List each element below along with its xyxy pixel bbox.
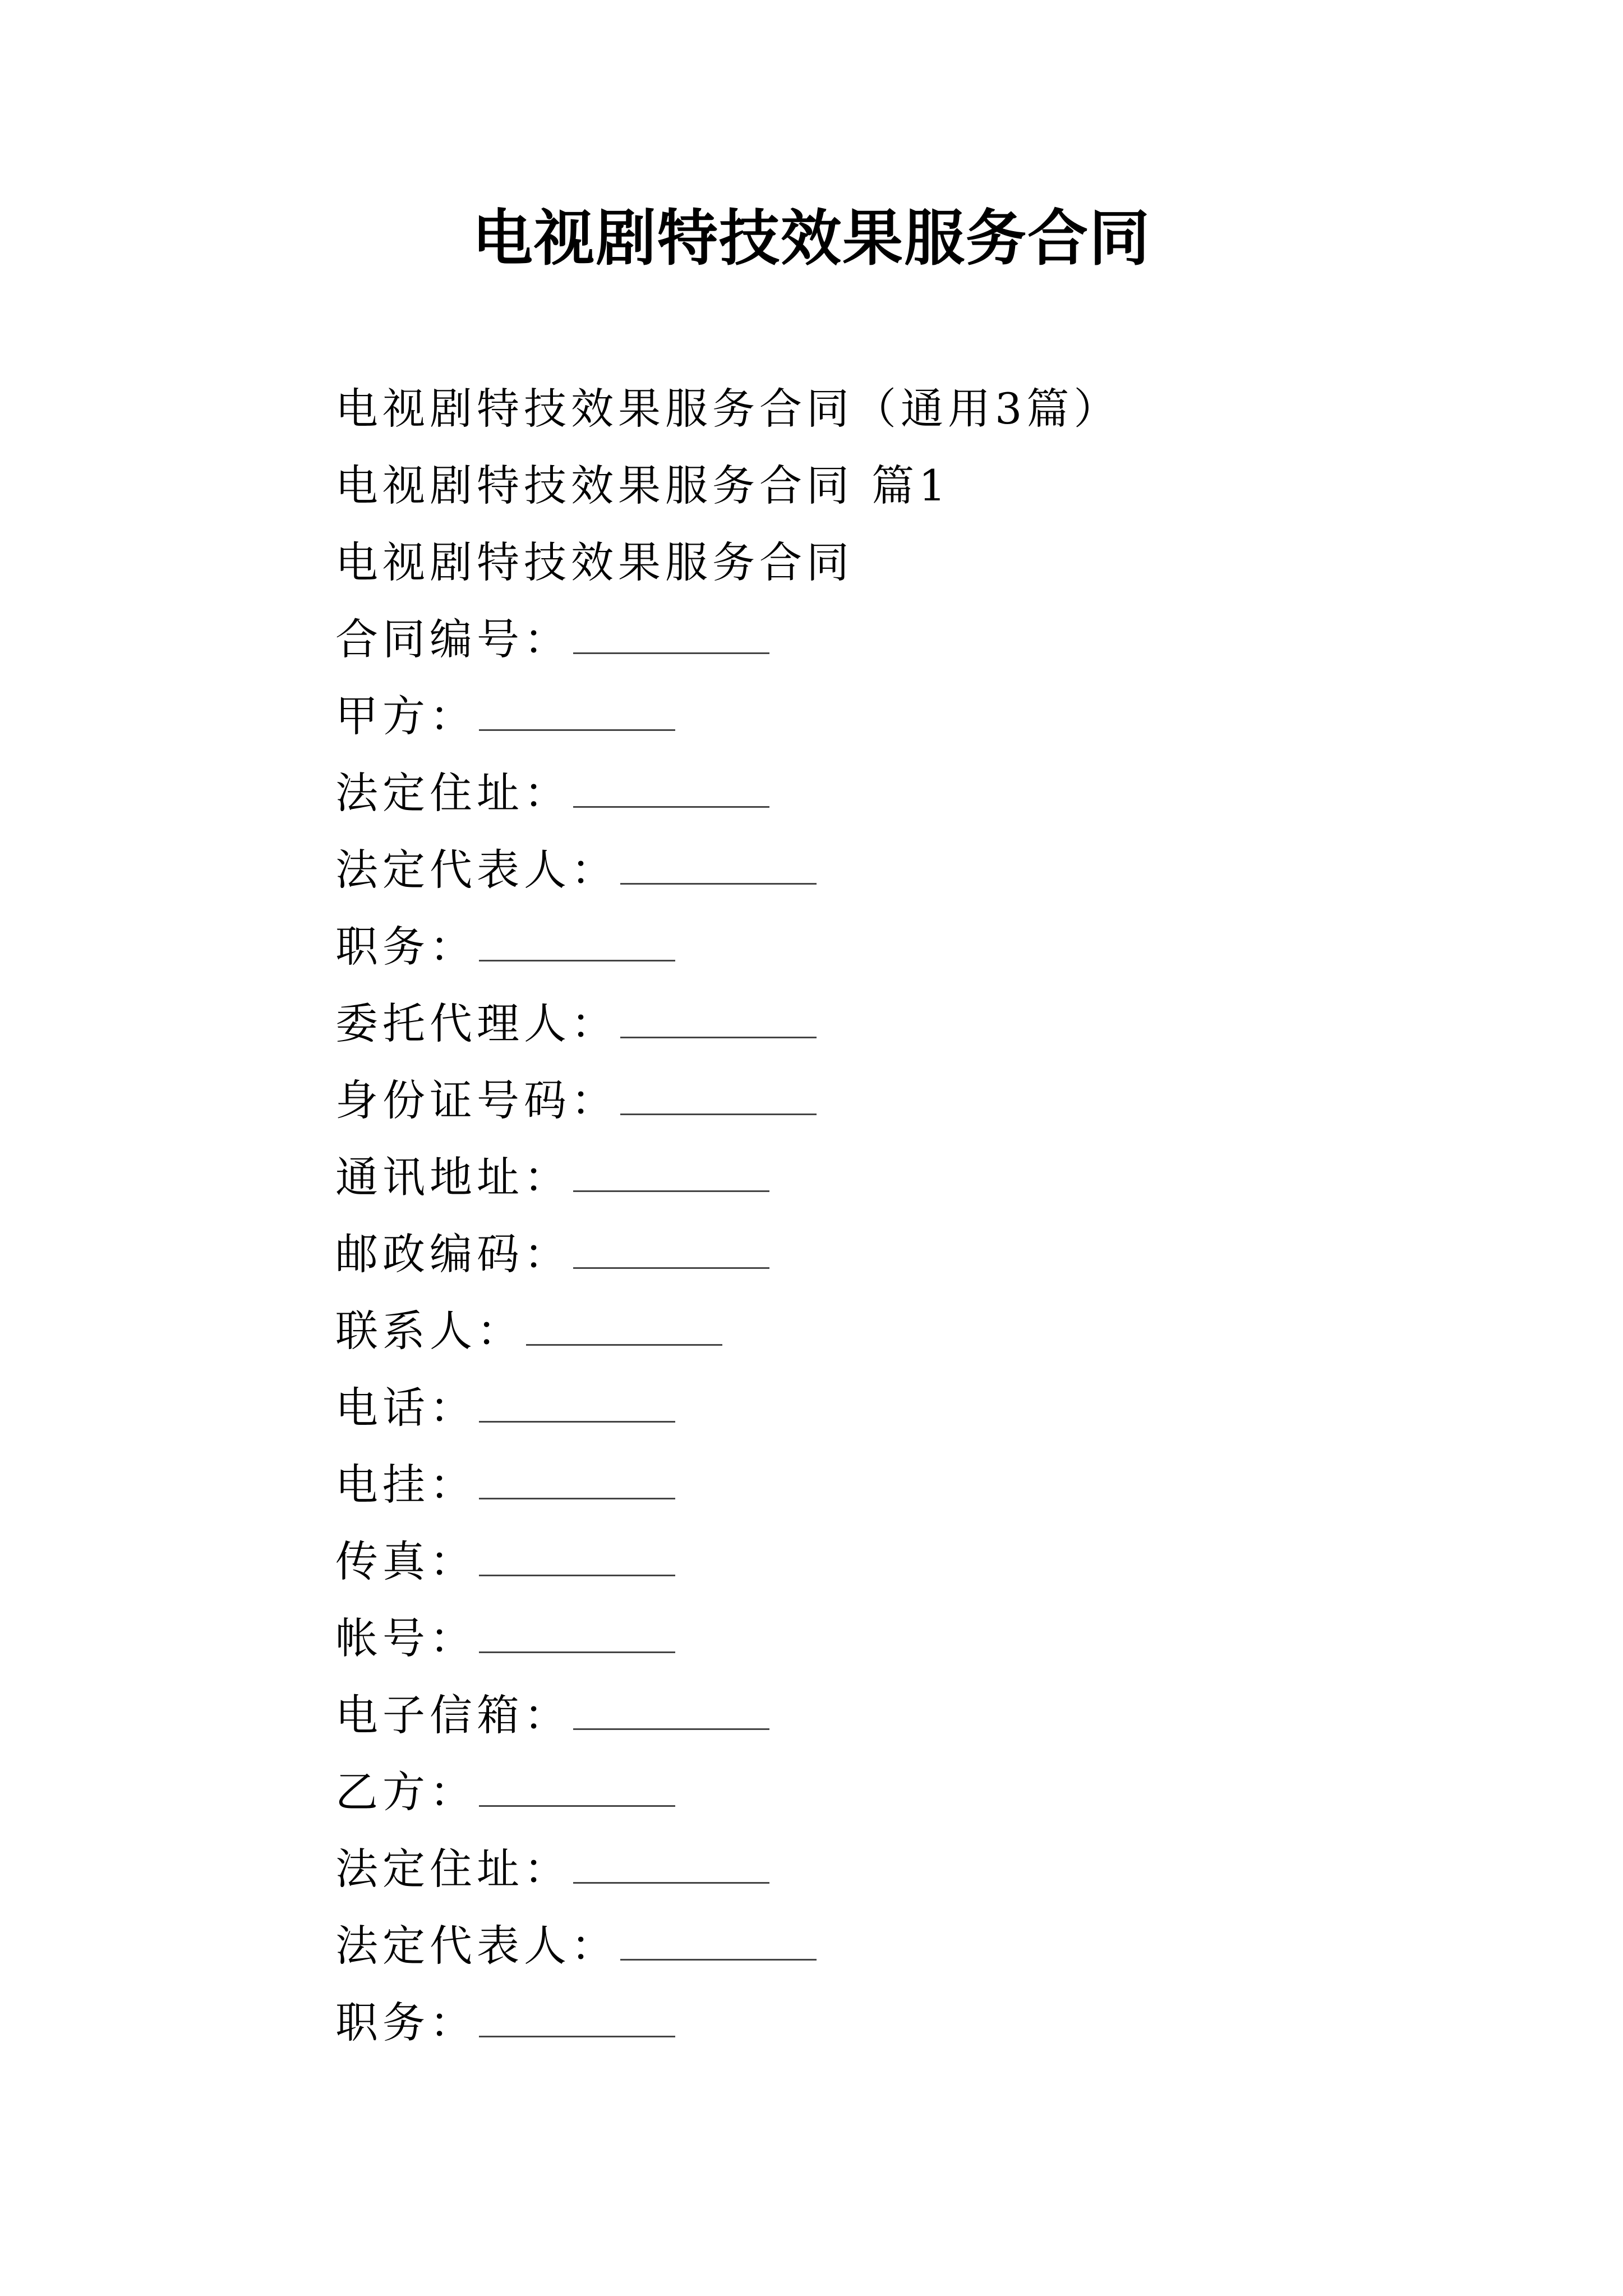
fill-in-blank: [573, 1847, 769, 1884]
field-label: 职务：: [335, 1998, 477, 2047]
field-label: 甲方：: [335, 691, 477, 741]
fill-in-blank: [479, 1540, 675, 1576]
field-label: 法定代表人：: [335, 1921, 618, 1971]
fill-in-blank: [573, 1232, 769, 1269]
fill-in-blank: [573, 771, 769, 808]
field-label: 传真：: [335, 1536, 477, 1586]
field-id-number: [335, 1062, 1513, 1139]
field-phone: [335, 1369, 1513, 1446]
document-subtitle: 电视剧特技效果服务合同（通用3篇）: [335, 384, 1121, 434]
field-label: 邮政编码：: [335, 1229, 571, 1279]
field-party-b: [335, 1754, 1513, 1830]
fill-in-blank: [479, 694, 675, 731]
field-party-b-legal-rep: [335, 1907, 1513, 1984]
field-party-b-address: [335, 1830, 1513, 1907]
field-mailing-address: [335, 1139, 1513, 1216]
field-label: 职务：: [335, 922, 477, 972]
field-label: 法定代表人：: [335, 845, 618, 895]
fill-in-blank: [620, 848, 817, 885]
field-telegraph: [335, 1446, 1513, 1523]
fill-in-blank: [620, 1002, 817, 1038]
field-party-b-position: [335, 1984, 1513, 2061]
contract-name: 电视剧特技效果服务合同: [335, 537, 854, 587]
document-body: [335, 370, 1513, 2061]
field-label: 电子信箱：: [335, 1690, 571, 1740]
fill-in-blank: [479, 1770, 675, 1807]
fill-in-blank: [620, 1924, 817, 1961]
field-label: 电挂：: [335, 1460, 477, 1510]
field-party-a-address: [335, 754, 1513, 831]
field-party-a-legal-rep: [335, 831, 1513, 908]
fill-in-blank: [620, 1079, 817, 1115]
fill-in-blank: [479, 1463, 675, 1499]
field-contact-person: [335, 1292, 1513, 1369]
field-party-a: [335, 678, 1513, 754]
part-heading: 电视剧特技效果服务合同 篇1: [335, 461, 951, 510]
field-label: 联系人：: [335, 1306, 524, 1356]
fill-in-blank: [479, 1617, 675, 1653]
field-label: 委托代理人：: [335, 999, 618, 1048]
field-agent: [335, 985, 1513, 1062]
field-label: 帐号：: [335, 1613, 477, 1663]
field-fax: [335, 1523, 1513, 1600]
fill-in-blank: [526, 1309, 722, 1346]
field-email: [335, 1677, 1513, 1754]
field-label: 通讯地址：: [335, 1152, 571, 1202]
field-contract-number: [335, 601, 1513, 678]
fill-in-blank: [573, 1694, 769, 1730]
field-label: 法定住址：: [335, 768, 571, 818]
field-party-a-position: [335, 908, 1513, 985]
fill-in-blank: [479, 925, 675, 961]
field-label: 法定住址：: [335, 1844, 571, 1894]
field-account: [335, 1600, 1513, 1677]
page-title: 电视剧特技效果服务合同: [472, 203, 1151, 274]
fill-in-blank: [479, 2001, 675, 2037]
field-postal-code: [335, 1216, 1513, 1292]
fill-in-blank: [479, 1386, 675, 1423]
fill-in-blank: [573, 1156, 769, 1192]
field-label: 合同编号：: [335, 614, 571, 664]
field-label: 电话：: [335, 1383, 477, 1433]
field-label: 乙方：: [335, 1767, 477, 1817]
fill-in-blank: [573, 618, 769, 654]
field-label: 身份证号码：: [335, 1075, 618, 1125]
